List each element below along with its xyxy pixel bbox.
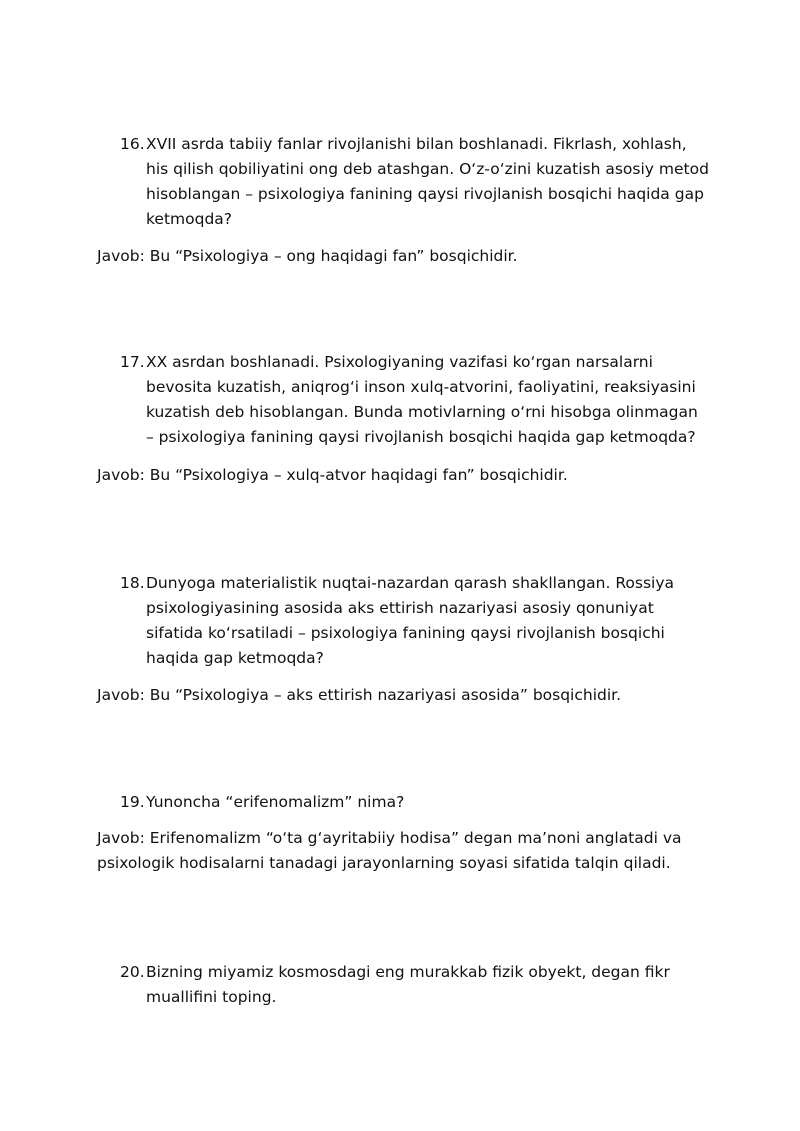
question-16 — [120, 132, 710, 232]
question-number: 18. — [120, 574, 145, 592]
question-20 — [120, 960, 710, 1010]
question-text: Bizning miyamiz kosmosdagi eng murakkab fizik obyekt, degan fikr muallifini toping. — [146, 963, 670, 1006]
answer-19: Javob: Erifenomalizm “o‘ta g‘ayritabiiy hodisa” degan ma’noni anglatadi va psixologik hodisalarni tanadagi jarayonlarning soyasi sifatida talqin qiladi. — [97, 829, 682, 872]
question-number: 20. — [120, 963, 145, 981]
question-number: 16. — [120, 135, 145, 153]
question-17 — [120, 350, 710, 450]
question-19 — [120, 790, 710, 815]
question-18 — [120, 571, 710, 671]
answer-17: Javob: Bu “Psixologiya – xulq-atvor haqidagi fan” bosqichidir. — [97, 466, 568, 484]
question-number: 19. — [120, 793, 145, 811]
question-text: Yunoncha “erifenomalizm” nima? — [146, 793, 405, 811]
question-text: XX asrdan boshlanadi. Psixologiyaning vazifasi ko‘rgan narsalarni bevosita kuzatish, aniqrog‘i inson xulq-atvorini, faoliyatini, reaksiyasini kuzatish deb hisoblangan. Bunda motivlarning o‘rni hisobga olinmagan – psixologiya fanining qaysi rivojlanish bosqichi haqida gap ketmoqda? — [146, 353, 698, 446]
question-number: 17. — [120, 353, 145, 371]
answer-18: Javob: Bu “Psixologiya – aks ettirish nazariyasi asosida” bosqichidir. — [97, 686, 622, 704]
answer-16: Javob: Bu “Psixologiya – ong haqidagi fan” bosqichidir. — [97, 247, 518, 265]
question-text: Dunyoga materialistik nuqtai-nazardan qarash shakllangan. Rossiya psixologiyasining asosida aks ettirish nazariyasi asosiy qonuniyat sifatida ko‘rsatiladi – psixologiya fanining qaysi rivojlanish bosqichi haqida gap ketmoqda? — [146, 574, 675, 667]
question-text: XVII asrda tabiiy fanlar rivojlanishi bilan boshlanadi. Fikrlash, xohlash, his qilish qobiliyatini ong deb atashgan. O‘z-o‘zini kuzatish asosiy metod hisoblangan – psixologiya fanining qaysi rivojlanish bosqichi haqida gap ketmoqda? — [146, 135, 709, 228]
